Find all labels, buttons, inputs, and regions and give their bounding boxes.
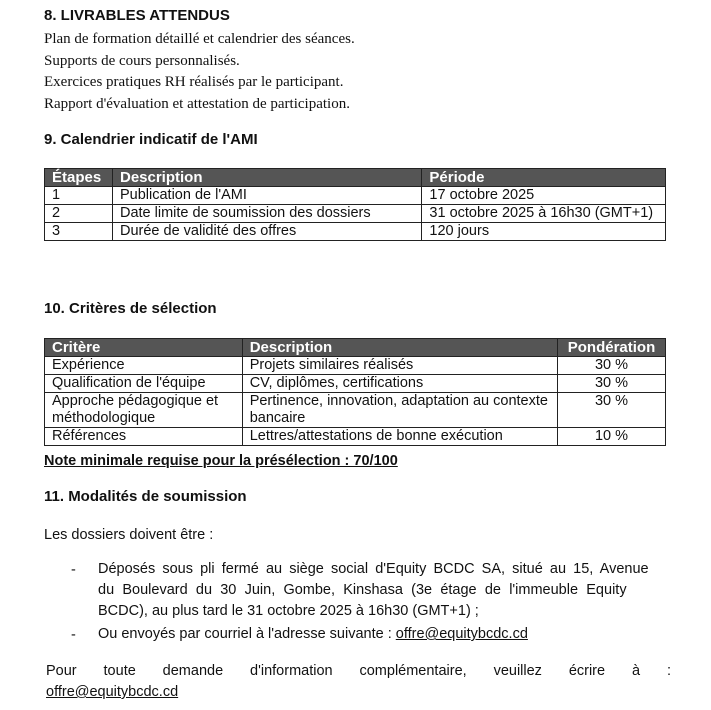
table-cell: 30 % [558, 375, 666, 393]
bullet-line [98, 580, 669, 601]
section-10-title: 10. Critères de sélection [44, 300, 217, 317]
table-cell: CV, diplômes, certifications [242, 375, 557, 393]
bullet-dash: - [71, 562, 76, 578]
bullet-line-text: du Boulevard du 30 Juin, Gombe, Kinshasa (3e étage de l'immeuble Equity [98, 582, 627, 598]
column-header: Étapes [45, 169, 113, 187]
table-cell: Projets similaires réalisés [242, 357, 557, 375]
column-header: Période [422, 169, 666, 187]
deliverable-item: Exercices pratiques RH réalisés par le participant. [44, 74, 344, 90]
table-row [45, 375, 666, 393]
deliverable-item: Plan de formation détaillé et calendrier des séances. [44, 31, 355, 47]
table-cell: 3 [45, 223, 113, 241]
table-cell: Pertinence, innovation, adaptation au contexte bancaire [242, 393, 557, 428]
minimum-score-note: Note minimale requise pour la présélection : 70/100 [44, 453, 398, 469]
column-header: Description [112, 169, 421, 187]
table-cell: Durée de validité des offres [112, 223, 421, 241]
table-row [45, 393, 666, 428]
table-cell: Qualification de l'équipe [45, 375, 243, 393]
column-header: Critère [45, 339, 243, 357]
deliverable-item: Supports de cours personnalisés. [44, 52, 240, 69]
table-row [45, 205, 666, 223]
table-cell: 30 % [558, 357, 666, 375]
table-cell: 10 % [558, 428, 666, 446]
table-row [45, 357, 666, 375]
table-cell: Lettres/attestations de bonne exécution [242, 428, 557, 446]
contact-word: toute [103, 663, 136, 679]
table-row [45, 187, 666, 205]
contact-word: d'information [250, 663, 333, 679]
table-cell: 31 octobre 2025 à 16h30 (GMT+1) [422, 205, 666, 223]
submission-bullet-deposit [98, 559, 669, 622]
contact-line [46, 661, 671, 682]
bullet-line [98, 559, 669, 580]
contact-paragraph [46, 661, 671, 703]
table-row [45, 223, 666, 241]
contact-word: à [631, 663, 641, 679]
criteria-table [44, 338, 666, 446]
table-cell: Expérience [45, 357, 243, 375]
contact-line [46, 682, 671, 703]
contact-word: complémentaire, [359, 663, 467, 679]
contact-email-link[interactable]: offre@equitybcdc.cd [46, 684, 179, 700]
section-11-title: 11. Modalités de soumission [44, 488, 247, 505]
schedule-table [44, 168, 666, 241]
contact-word: demande [162, 663, 224, 679]
table-cell: 2 [45, 205, 113, 223]
section-8-title: 8. LIVRABLES ATTENDUS [44, 7, 230, 24]
table-row [45, 428, 666, 446]
table-cell: 1 [45, 187, 113, 205]
deliverable-item: Rapport d'évaluation et attestation de participation. [44, 95, 350, 112]
deliverables-list [44, 29, 355, 115]
bullet-line: BCDC), au plus tard le 31 octobre 2025 à 16h30 (GMT+1) ; [98, 603, 479, 619]
email-link[interactable]: offre@equitybcdc.cd [395, 626, 528, 642]
submission-intro: Les dossiers doivent être : [44, 527, 214, 543]
table-header-row [45, 169, 666, 187]
table-cell: Publication de l'AMI [112, 187, 421, 205]
table-cell: Date limite de soumission des dossiers [112, 205, 421, 223]
table-cell: 120 jours [422, 223, 666, 241]
column-header: Description [242, 339, 557, 357]
table-header-row [45, 339, 666, 357]
contact-word: : [666, 663, 671, 679]
bullet-line-text: Déposés sous pli fermé au siège social d'Equity BCDC SA, situé au 15, Avenue [98, 561, 649, 577]
section-9-title: 9. Calendrier indicatif de l'AMI [44, 131, 258, 148]
table-cell: 30 % [558, 393, 666, 428]
submission-bullet-email [98, 624, 528, 645]
contact-word: veuillez [493, 663, 542, 679]
bullet-text: Ou envoyés par courriel à l'adresse suivante : [98, 626, 396, 642]
contact-word: écrire [568, 663, 606, 679]
table-cell: Approche pédagogique et méthodologique [45, 393, 243, 428]
table-cell: Références [45, 428, 243, 446]
contact-word: Pour [46, 663, 77, 679]
column-header: Pondération [558, 339, 666, 357]
table-cell: 17 octobre 2025 [422, 187, 666, 205]
bullet-dash: - [71, 627, 76, 643]
